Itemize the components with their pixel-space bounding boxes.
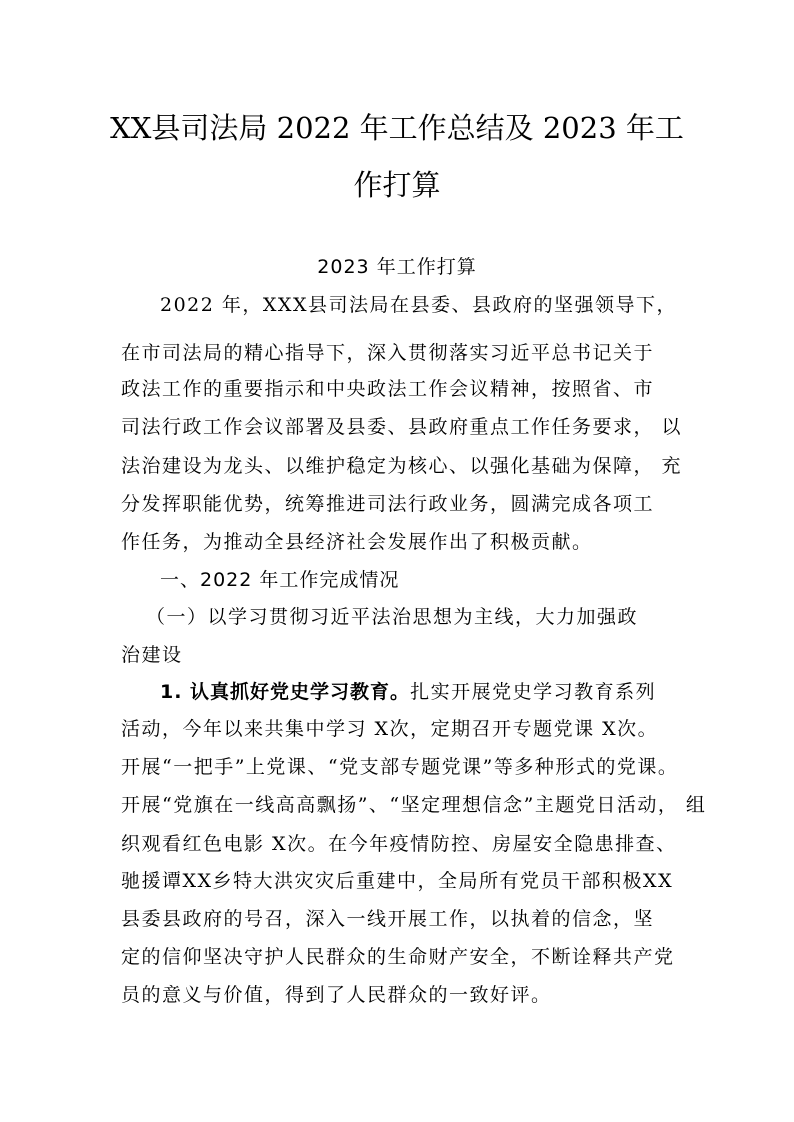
document-title-line-2: 作打算 [353, 168, 441, 202]
item-paragraph-line: 活动，今年以来共集中学习 X次，定期召开专题党课 X次。 [121, 718, 659, 740]
item-paragraph-line: 织观看红色电影 X次。在今年疫情防控、房屋安全隐患排查、 [121, 833, 677, 855]
item-paragraph-line: 员的意义与价值，得到了人民群众的一致好评。 [121, 984, 552, 1006]
section-heading: 一、2022 年工作完成情况 [160, 569, 400, 591]
intro-paragraph-line: 司法行政工作会议部署及县委、县政府重点工作任务要求， 以 [121, 416, 683, 438]
intro-paragraph-line: 作任务，为推动全县经济社会发展作出了积极贡献。 [121, 531, 593, 553]
subsection-heading-line: 治建设 [121, 644, 183, 666]
item-paragraph-line: 县委县政府的号召，深入一线开展工作，以执着的信念，坚 [121, 908, 655, 930]
item-paragraph-line: 定的信仰坚决守护人民群众的生命财产安全，不断诠释共产党 [121, 946, 675, 968]
item-paragraph-line: 开展“一把手”上党课、“党支部专题党课”等多种形式的党课。 [121, 756, 679, 778]
document-title-line-1: XX县司法局 2022 年工作总结及 2023 年工 [110, 111, 684, 145]
section-subtitle: 2023 年工作打算 [317, 256, 477, 278]
intro-paragraph-line: 政法工作的重要指示和中央政法工作会议精神，按照省、市 [121, 378, 655, 400]
item-paragraph-line: 开展“党旗在一线高高飘扬”、“坚定理想信念”主题党日活动， 组 [121, 794, 707, 816]
subsection-heading-line: （一）以学习贯彻习近平法治思想为主线，大力加强政 [146, 606, 639, 628]
intro-paragraph-line: 法治建设为龙头、以维护稳定为核心、以强化基础为保障， 充 [121, 455, 683, 477]
item-paragraph-line: 驰援谭XX乡特大洪灾灾后重建中，全局所有党员干部积极XX [121, 870, 674, 892]
intro-paragraph-line: 在市司法局的精心指导下，深入贯彻落实习近平总书记关于 [121, 342, 655, 364]
item-paragraph-line [160, 681, 681, 703]
intro-paragraph-line: 分发挥职能优势，统筹推进司法行政业务，圆满完成各项工 [121, 493, 655, 515]
item-title: 1. 认真抓好党史学习教育。 [160, 681, 411, 703]
item-text: 扎实开展党史学习教育系列 [410, 681, 657, 703]
intro-paragraph-line: 2022 年，XXX县司法局在县委、县政府的坚强领导下， [160, 294, 677, 316]
